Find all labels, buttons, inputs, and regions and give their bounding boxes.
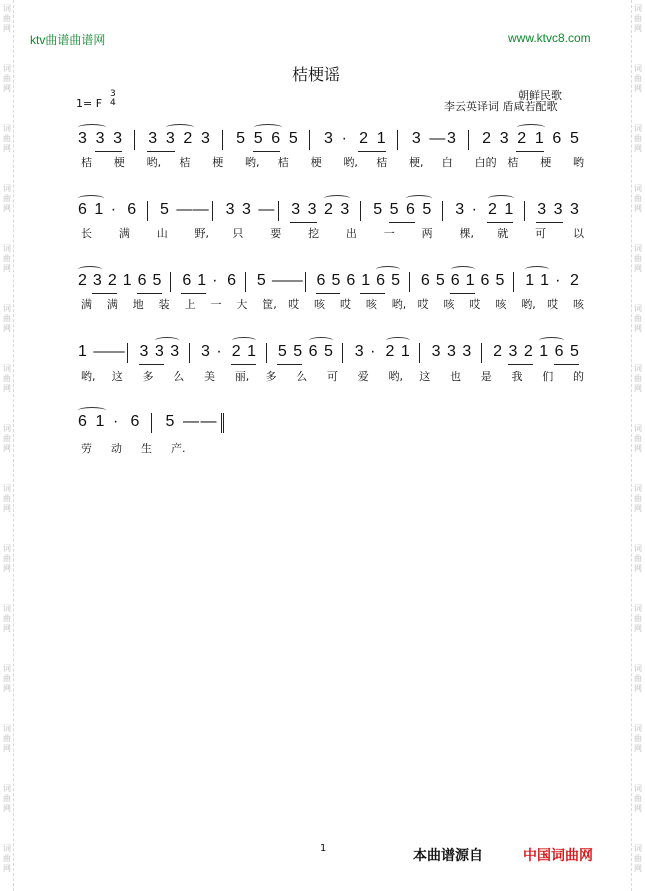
lyric-syllable: 哎 [547,298,559,311]
note: 2 [107,272,117,289]
beam-underline [450,293,475,294]
note: 3 [139,343,149,360]
note: 5 [236,130,246,147]
lyric-syllable: 哎 [469,298,481,311]
barline [342,343,343,363]
lyric-syllable: 我 [511,370,523,383]
note: 1 [94,201,104,218]
lyric-syllable: 梗 [212,156,224,169]
lyric-syllable: 桔 [507,156,519,169]
note: 5 [253,130,263,147]
dot-mark: · [113,413,119,430]
side-stamp-text: 词 曲 网 [3,4,11,33]
lyric-syllable: 咳 [573,298,584,311]
slur [232,337,257,344]
lyric-syllable: 挖 [308,227,320,240]
lyric-syllable: 哎 [288,298,300,311]
side-stamp-text: 词 曲 网 [3,244,11,273]
barline [409,272,410,292]
dot-mark: · [216,343,222,360]
side-stamp-text: 词 曲 网 [634,484,642,513]
note: 6 [316,272,326,289]
extension-dash: — [200,413,217,430]
beam-underline [360,293,385,294]
beam-underline [316,293,341,294]
note: 6 [554,343,564,360]
note: 6 [78,201,87,218]
barline [245,272,246,292]
beam-underline [358,151,386,152]
side-stamp-text: 词 曲 网 [634,64,642,93]
lyric-syllable: 桔 [277,156,289,169]
lyric-syllable: 生 [141,442,152,455]
lyric-syllable: 山 [156,227,168,240]
beam-underline [487,222,513,223]
lyric-syllable: 哟 [573,156,584,169]
lyric-syllable: 咳 [443,298,455,311]
slur [254,124,282,131]
side-stamp-text: 词 曲 网 [634,544,642,573]
notation-line [0,130,645,150]
lyric-syllable: 哟, [521,298,536,311]
note: 1 [540,272,550,289]
lyric-syllable: 野, [194,227,210,240]
note: 5 [389,201,399,218]
lyric-syllable: 咳 [495,298,507,311]
note: 6 [137,272,147,289]
note: 5 [570,130,579,147]
note: 3 [95,130,105,147]
note: 3 [242,201,251,218]
slur [78,266,102,273]
lyric-syllable: 要 [270,227,282,240]
notation-line [0,413,645,433]
song-title: 桔梗谣 [292,65,341,84]
note: 3 [553,201,563,218]
barline [189,343,190,363]
lyric-syllable: 可 [535,227,547,240]
lyric-syllable: 满 [118,227,130,240]
lyric-syllable: 桔 [376,156,388,169]
side-stamp-text: 词 曲 网 [634,844,642,873]
note: 3 [113,130,123,147]
note: 2 [359,130,369,147]
barline [468,130,469,150]
note: 5 [277,343,287,360]
note: 1 [534,130,544,147]
note: 3 [170,343,180,360]
barline [419,343,420,363]
extension-dash: — [271,272,288,289]
note: 1 [197,272,207,289]
note: 3 [201,130,210,147]
lyric-syllable: 哟, [391,298,407,311]
lyric-syllable: 哎 [417,298,429,311]
note: 3 [225,201,235,218]
lyric-syllable: 桔 [81,156,92,169]
note: 5 [256,272,266,289]
dot-mark: · [555,272,561,289]
barline [170,272,171,292]
notation-line [0,272,645,292]
note: 6 [346,272,356,289]
beam-underline [181,293,206,294]
note: 3 [508,343,518,360]
dot-mark: · [110,201,117,218]
site-link-right[interactable]: www.ktvc8.com [508,31,591,45]
note: 6 [376,272,386,289]
dot-mark: · [212,272,218,289]
note: 1 [504,201,514,218]
lyric-line [0,154,645,168]
note: 3 [340,201,350,218]
slur [166,124,194,131]
lyric-syllable: 一 [383,227,395,240]
note: 2 [482,130,492,147]
barline [134,130,135,150]
note: 3 [462,343,472,360]
note: 3 [447,343,456,360]
side-stamp-text: 词 曲 网 [634,244,642,273]
lyric-syllable: 丽, [234,370,250,383]
side-stamp-text: 词 曲 网 [3,844,11,873]
lyric-syllable: 哟, [343,156,358,169]
slur [488,195,514,202]
dot-mark: · [471,201,477,218]
lyric-syllable: 筐, [262,298,277,311]
note: 1 [525,272,535,289]
beam-underline [389,222,415,223]
note: 2 [517,130,527,147]
beam-underline [139,364,164,365]
lyric-syllable: 梗 [113,156,125,169]
lyric-syllable: 哎 [339,298,351,311]
note: 1 [465,272,475,289]
note: 6 [130,413,140,430]
extension-dash: — [93,343,110,360]
side-stamp-text: 词 曲 网 [634,364,642,393]
lyric-syllable: 多 [265,370,277,383]
note: 3 [455,201,465,218]
note: 6 [182,272,192,289]
side-stamp-text: 词 曲 网 [634,664,642,693]
slur [78,407,106,414]
note: 2 [78,272,87,289]
side-stamp-text: 词 曲 网 [634,604,642,633]
page-number: 1 [320,843,327,854]
note: 1 [122,272,132,289]
side-stamp-text: 词 曲 网 [3,484,11,513]
key-signature: 1= F [76,97,103,110]
side-stamp-text: 词 曲 网 [3,184,11,213]
footer-source-site[interactable]: 中国词曲网 [523,848,593,864]
note: 1 [400,343,410,360]
footer-source-label: 本曲谱源自 [413,848,483,864]
side-stamp-text: 词 曲 网 [634,724,642,753]
note: 2 [385,343,395,360]
lyric-syllable: 以 [573,227,584,240]
barline [481,343,482,363]
lyric-syllable: 咳 [314,298,326,311]
beam-underline [231,364,256,365]
lyric-line [0,296,645,310]
note: 5 [293,343,303,360]
barline [147,201,148,221]
lyric-syllable: 哟, [81,370,96,383]
note: 6 [552,130,562,147]
note: 5 [152,272,162,289]
extension-dash: — [176,201,193,218]
lyric-syllable: 产. [171,442,186,455]
side-stamp-text: 词 曲 网 [3,364,11,393]
lyric-syllable: 地 [132,298,144,311]
song-credits: 李云英译词 盾咸若配歌 [444,100,558,113]
side-stamp-text: 词 曲 网 [3,64,11,93]
note: 1 [361,272,371,289]
lyric-syllable: 这 [419,370,431,383]
note: 5 [570,343,579,360]
lyric-syllable: 出 [345,227,357,240]
note: 5 [324,343,333,360]
lyric-syllable: 哟, [146,156,162,169]
dot-mark: · [370,343,376,360]
lyric-syllable: 哟, [245,156,260,169]
lyric-syllable: 两 [421,227,433,240]
lyric-syllable: 的 [573,370,584,383]
note: 1 [78,343,87,360]
slur [324,195,350,202]
note: 3 [165,130,175,147]
side-stamp-text: 词 曲 网 [3,304,11,333]
side-stamp-text: 词 曲 网 [634,304,642,333]
lyric-syllable: 桔 [179,156,191,169]
side-stamp-text: 词 曲 网 [3,544,11,573]
note: 6 [420,272,430,289]
lyric-syllable: 梗, [409,156,424,169]
beam-underline [508,364,533,365]
lyric-syllable: 们 [542,370,554,383]
lyric-syllable: 爱 [357,370,369,383]
slur [155,337,180,344]
side-stamp-text: 词 曲 网 [634,424,642,453]
note: 3 [499,130,509,147]
lyric-syllable: 咳 [365,298,377,311]
note: 2 [183,130,193,147]
lyric-line [0,368,645,382]
note: 5 [422,201,432,218]
note: 2 [324,201,333,218]
lyric-syllable: 一 [210,298,222,311]
dot-mark: · [341,130,347,147]
note: 6 [271,130,281,147]
note: 5 [331,272,341,289]
extension-dash: — [192,201,209,218]
side-stamp-text: 词 曲 网 [3,664,11,693]
lyric-syllable: 满 [106,298,118,311]
note: 6 [127,201,137,218]
note: 1 [247,343,257,360]
slur [451,266,475,273]
note: 3 [307,201,317,218]
lyric-syllable: 梗 [310,156,322,169]
note: 5 [160,201,169,218]
lyric-syllable: 装 [158,298,170,311]
beam-underline [536,222,562,223]
lyric-syllable: 美 [204,370,215,383]
note: 6 [227,272,236,289]
beam-underline [92,293,117,294]
note: 3 [324,130,333,147]
note: 3 [201,343,210,360]
side-stamp-text: 词 曲 网 [634,4,642,33]
beam-underline [137,293,162,294]
beam-underline [554,364,579,365]
barline [266,343,267,363]
note: 1 [539,343,549,360]
note: 2 [231,343,241,360]
side-stamp-text: 词 曲 网 [3,124,11,153]
time-signature: 3 4 [110,89,116,108]
lyric-line [0,225,645,239]
side-stamp-text: 词 曲 网 [3,784,11,813]
beam-underline [147,151,175,152]
notation-line [0,201,645,221]
barline [222,130,223,150]
note: 6 [406,201,415,218]
lyric-syllable: 么 [173,370,185,383]
lyric-syllable: 上 [184,298,196,311]
beam-underline [290,222,316,223]
side-stamp-text: 词 曲 网 [3,724,11,753]
note: 3 [291,201,301,218]
note: 3 [92,272,102,289]
note: 5 [495,272,505,289]
barline [305,272,306,292]
lyric-syllable: 梗 [540,156,552,169]
final-barline [221,413,224,433]
note: 5 [391,272,400,289]
site-link-left[interactable]: ktv曲谱曲谱网 [30,33,106,47]
lyric-line [0,440,645,454]
note: 5 [435,272,445,289]
beam-underline [277,364,302,365]
note: 3 [537,201,547,218]
side-stamp-text: 词 曲 网 [634,784,642,813]
lyric-syllable: 棵, [459,227,474,240]
beam-underline [516,151,544,152]
slur [78,124,106,131]
song-origin: 朝鲜民歌 [518,89,562,102]
note: 3 [447,130,456,147]
note: 2 [570,272,579,289]
note: 6 [78,413,87,430]
lyric-syllable: 么 [296,370,308,383]
slur [78,195,104,202]
slur [517,124,545,131]
extension-dash: — [429,130,446,147]
lyric-syllable: 满 [81,298,92,311]
note: 3 [154,343,164,360]
slur [406,195,432,202]
note: 6 [480,272,490,289]
note: 3 [411,130,421,147]
note: 3 [148,130,158,147]
lyric-syllable: 哟, [388,370,403,383]
note: 2 [488,201,497,218]
barline [524,201,525,221]
note: 5 [165,413,175,430]
barline [513,272,514,292]
lyric-syllable: 动 [111,442,122,455]
side-stamp-text: 词 曲 网 [634,184,642,213]
barline [278,201,279,221]
side-stamp-text: 词 曲 网 [634,124,642,153]
slur [539,337,564,344]
note: 5 [288,130,298,147]
beam-underline [95,151,123,152]
notation-line [0,343,645,363]
lyric-syllable: 也 [450,370,461,383]
lyric-syllable: 是 [480,370,492,383]
note: 3 [78,130,87,147]
lyric-syllable: 可 [327,370,338,383]
side-stamp-text: 词 曲 网 [3,424,11,453]
note: 3 [354,343,364,360]
note: 3 [570,201,579,218]
lyric-syllable: 大 [236,298,248,311]
extension-dash: — [108,343,125,360]
lyric-syllable: 长 [81,227,92,240]
barline [360,201,361,221]
lyric-syllable: 白的 [474,156,497,169]
barline [127,343,128,363]
note: 3 [431,343,441,360]
slur [525,266,549,273]
slur [309,337,334,344]
note: 6 [308,343,318,360]
extension-dash: — [258,201,275,218]
slur [376,266,400,273]
note: 5 [373,201,383,218]
note: 2 [523,343,533,360]
barline [397,130,398,150]
slur [386,337,411,344]
extension-dash: — [286,272,303,289]
note: 1 [95,413,105,430]
lyric-syllable: 劳 [81,442,92,455]
barline [309,130,310,150]
note: 6 [450,272,460,289]
lyric-syllable: 多 [142,370,154,383]
side-stamp-text: 词 曲 网 [3,604,11,633]
barline [212,201,213,221]
lyric-syllable: 就 [497,227,509,240]
note: 2 [493,343,503,360]
note: 1 [376,130,386,147]
lyric-syllable: 只 [232,227,244,240]
barline [151,413,152,433]
lyric-syllable: 这 [111,370,123,383]
extension-dash: — [183,413,199,430]
beam-underline [253,151,281,152]
barline [442,201,443,221]
lyric-syllable: 白 [441,156,453,169]
